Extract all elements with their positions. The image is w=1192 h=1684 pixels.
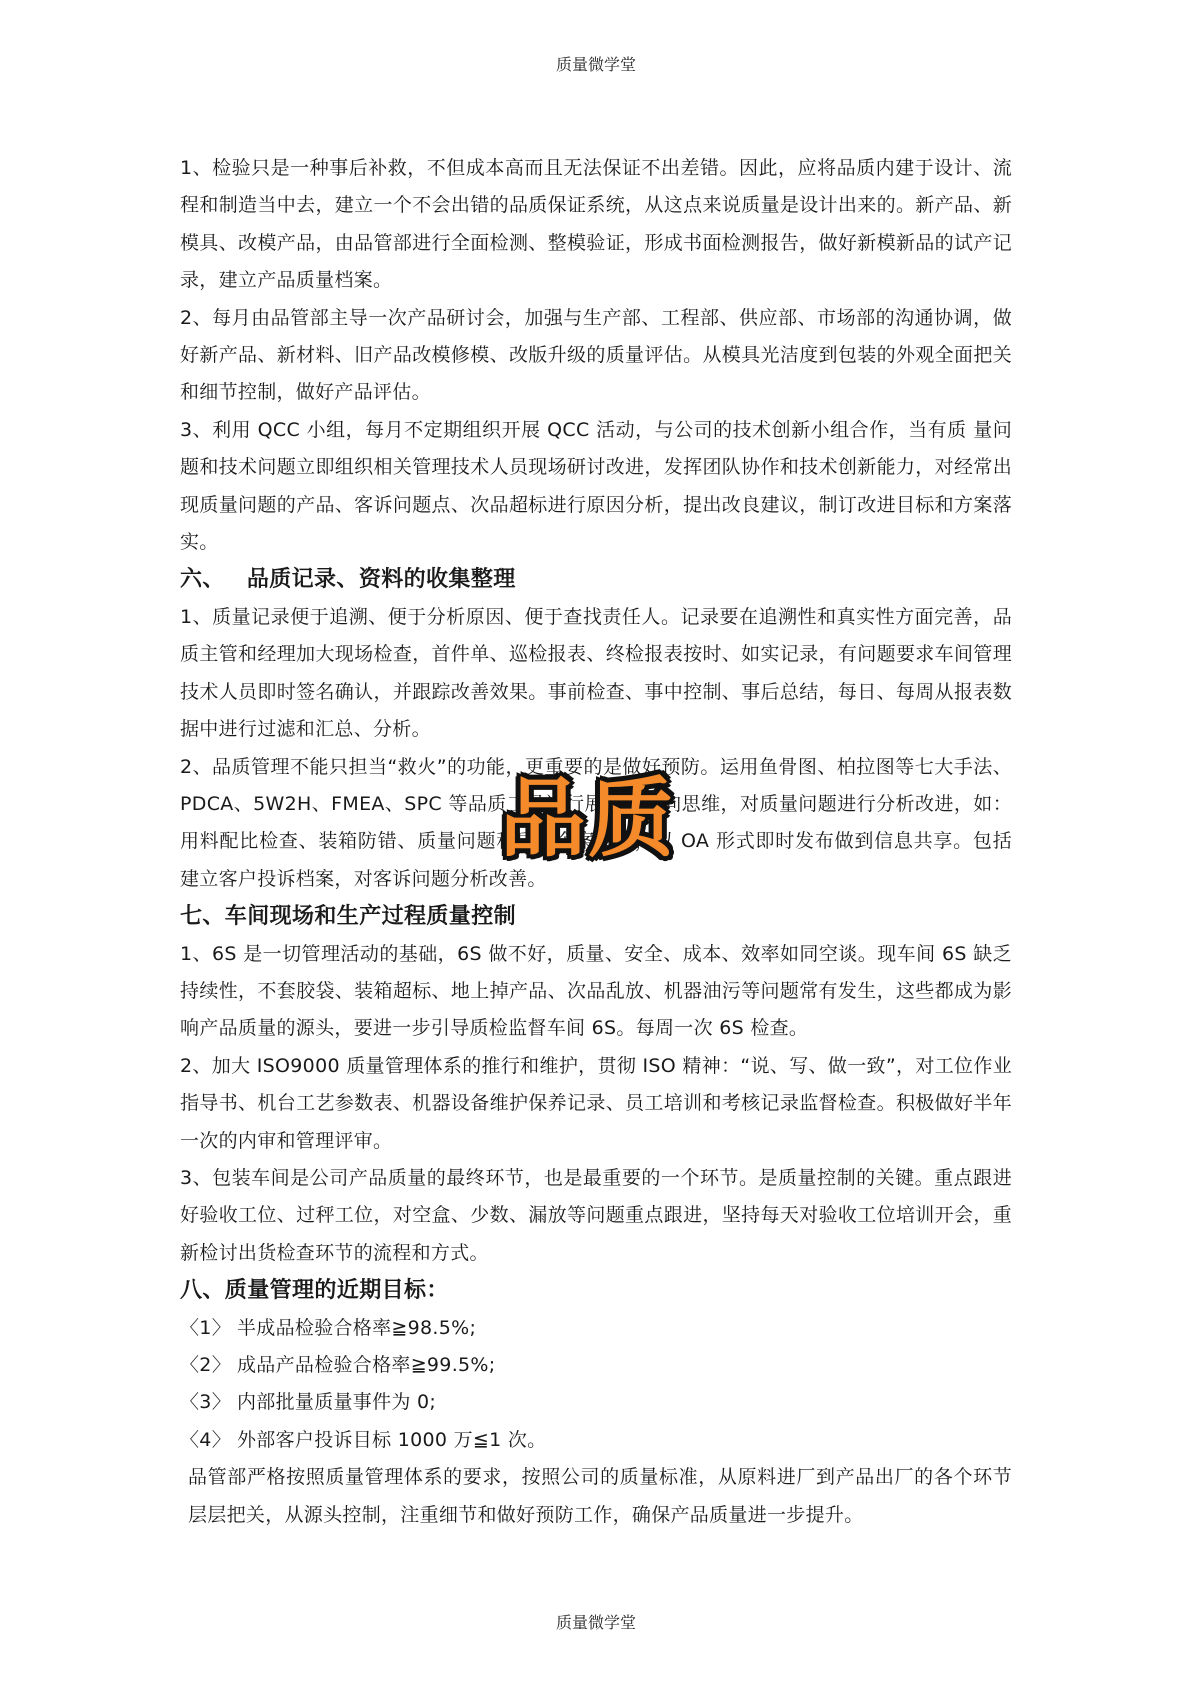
paragraph: 1、6S 是一切管理活动的基础，6S 做不好，质量、安全、成本、效率如同空谈。现车间 6S 缺乏持续性，不套胶袋、装箱超标、地上掉产品、次品乱放、机器油污等问题常有发生，这些都成为影响产品质量的源头，要进一步引导质检监督车间 6S。每周一次 6S 检查。 [180, 942, 1012, 1040]
section-title: 品质记录、资料的收集整理 [246, 567, 516, 593]
closing-paragraph: 品管部严格按照质量管理体系的要求，按照公司的质量标准，从原料进厂到产品出厂的各个环节层层把关，从源头控制，注重细节和做好预防工作，确保产品质量进一步提升。 [188, 1466, 1012, 1526]
goal-label: 〈4〉 [180, 1428, 231, 1451]
goal-text: 外部客户投诉目标 1000 万≦1 次。 [237, 1428, 547, 1451]
section-heading-6 [180, 561, 1012, 598]
goal-item [180, 1384, 1012, 1421]
paragraph: 3、包装车间是公司产品质量的最终环节，也是最重要的一个环节。是质量控制的关键。重点跟进好验收工位、过秤工位，对空盒、少数、漏放等问题重点跟进，坚持每天对验收工位培训开会，重新检讨出货检查环节的流程和方式。 [180, 1166, 1012, 1264]
section-heading-7: 七、车间现场和生产过程质量控制 [180, 904, 517, 930]
goal-item [180, 1422, 1012, 1459]
paragraph: 1、质量记录便于追溯、便于分析原因、便于查找责任人。记录要在追溯性和真实性方面完善，品质主管和经理加大现场检查，首件单、巡检报表、终检报表按时、如实记录，有问题要求车间管理技术人员即时签名确认，并跟踪改善效果。事前检查、事中控制、事后总结，每日、每周从报表数据中进行过滤和汇总、分析。 [180, 605, 1012, 741]
goal-item [180, 1347, 1012, 1384]
paragraph: 1、检验只是一种事后补救，不但成本高而且无法保证不出差错。因此，应将品质内建于设计、流程和制造当中去，建立一个不会出错的品质保证系统，从这点来说质量是设计出来的。新产品、新模具、改模产品，由品管部进行全面检测、整模验证，形成书面检测报告，做好新模新品的试产记录，建立产品质量档案。 [180, 157, 1012, 292]
page-footer: 质量微学堂 [555, 1613, 636, 1632]
paragraph: 2、每月由品管部主导一次产品研讨会，加强与生产部、工程部、供应部、市场部的沟通协调，做好新产品、新材料、旧产品改模修模、改版升级的质量评估。从模具光洁度到包装的外观全面把关和细节控制，做好产品评估。 [180, 306, 1012, 404]
goal-text: 成品产品检验合格率≧99.5%; [237, 1354, 496, 1376]
goal-text: 半成品检验合格率≧98.5%; [237, 1316, 477, 1339]
watermark-stamp: 品质 [500, 769, 676, 869]
page-header: 质量微学堂 [555, 55, 636, 74]
goal-text: 内部批量质量事件为 0; [237, 1391, 437, 1414]
paragraph: 2、品质管理不能只担当“救火”的功能，更重要的是做好预防。运用鱼骨图、柏拉图等七大手法、PDCA、5W2H、FMEA、SPC 等品质工具进行展开，多向思维，对质量问题进行分析改进，如：用料配比检查、装箱防错、质量问题和质量个案统计，以 OA 形式即时发布做到信息共享。包括建立客户投诉档案，对客诉问题分析改善。 [180, 755, 1012, 890]
goal-label: 〈3〉 [180, 1391, 231, 1414]
goal-label: 〈1〉 [180, 1316, 231, 1339]
goal-label: 〈2〉 [180, 1354, 231, 1376]
section-number: 六、 [180, 567, 225, 593]
paragraph: 3、利用 QCC 小组，每月不定期组织开展 QCC 活动，与公司的技术创新小组合作，当有质 量问题和技术问题立即组织相关管理技术人员现场研讨改进，发挥团队协作和技术创新能力，对经常出现质量问题的产品、客诉问题点、次品超标进行原因分析，提出改良建议，制订改进目标和方案落实。 [180, 418, 1012, 554]
section-heading-8: 八、质量管理的近期目标： [180, 1278, 449, 1304]
goal-item [180, 1310, 1012, 1347]
paragraph: 2、加大 ISO9000 质量管理体系的推行和维护，贯彻 ISO 精神：“说、写、做一致”，对工位作业指导书、机台工艺参数表、机器设备维护保养记录、员工培训和考核记录监督检查。积极做好半年一次的内审和管理评审。 [180, 1054, 1012, 1152]
